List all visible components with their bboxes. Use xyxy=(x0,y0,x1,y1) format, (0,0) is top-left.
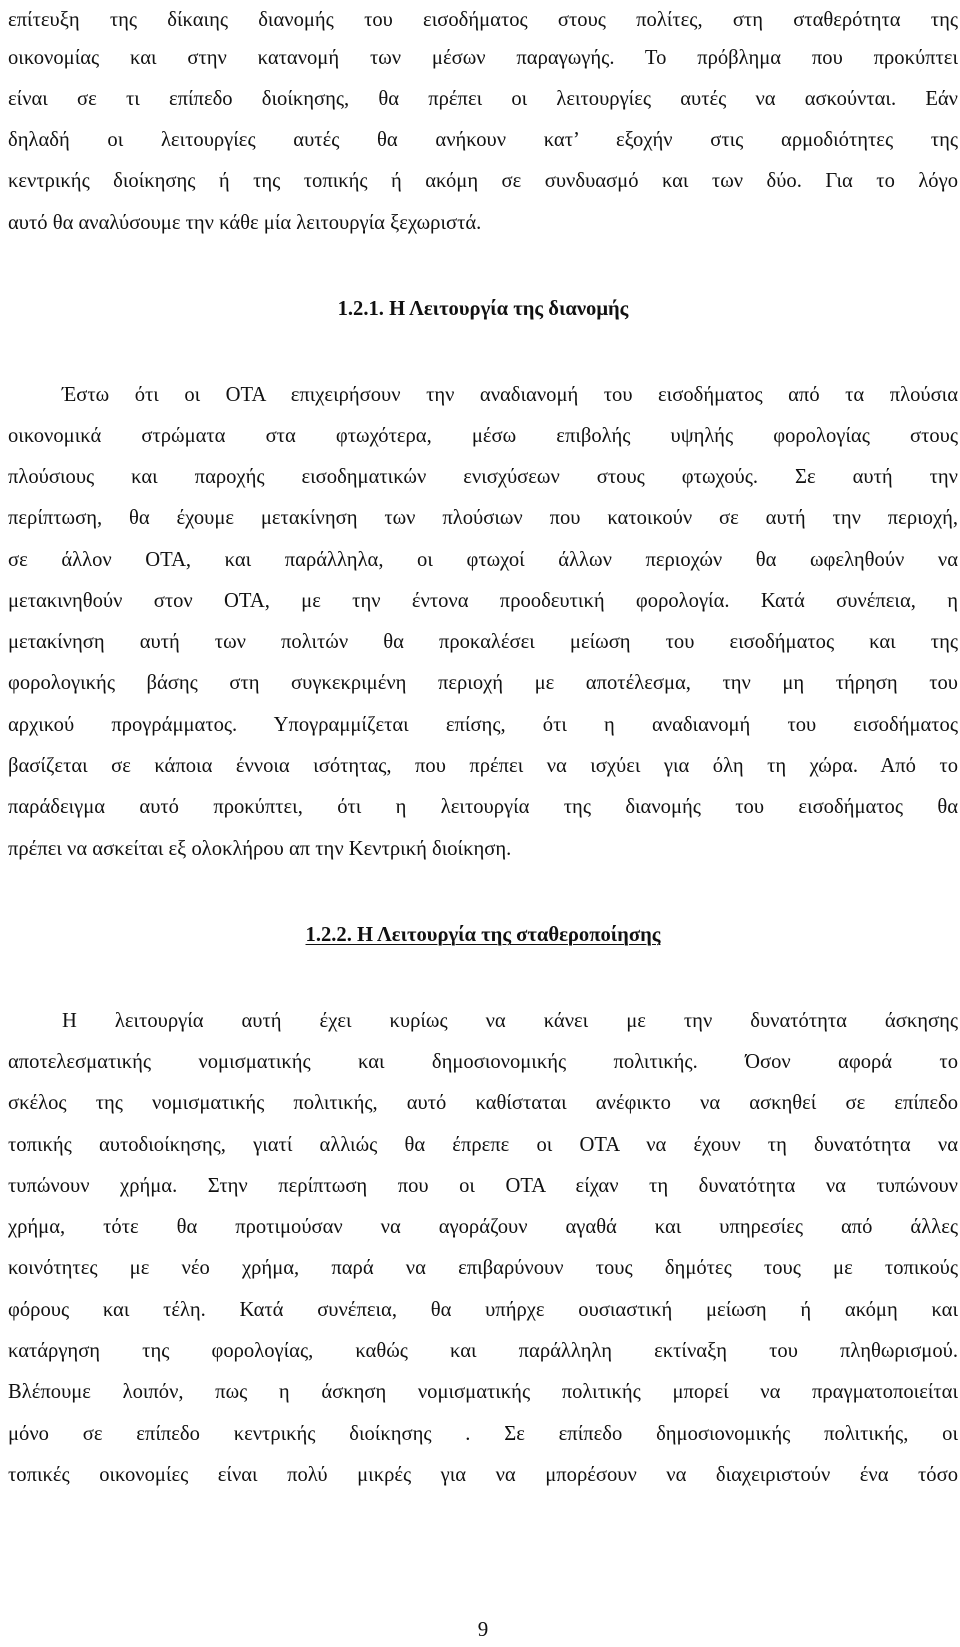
section-1-2-2-line: τοπικής αυτοδιοίκησης, γιατί αλλιώς θα έπρεπε οι ΟΤΑ να έχουν τη δυνατότητα να xyxy=(8,1134,958,1156)
intro-line: κεντρικής διοίκησης ή της τοπικής ή ακόμη σε συνδυασμό και των δύο. Για το λόγο xyxy=(8,170,958,192)
section-1-2-1-line: βασίζεται σε κάποια έννοια ισότητας, που πρέπει να ισχύει για όλη τη χώρα. Από το xyxy=(8,755,958,777)
section-1-2-2-line: τυπώνουν χρήμα. Στην περίπτωση που οι ΟΤΑ είχαν τη δυνατότητα να τυπώνουν xyxy=(8,1175,958,1197)
intro-line: αυτό θα αναλύσουμε την κάθε μία λειτουργία ξεχωριστά. xyxy=(8,212,482,234)
section-1-2-2-line: Βλέπουμε λοιπόν, πως η άσκηση νομισματικής πολιτικής μπορεί να πραγματοποιείται xyxy=(8,1381,958,1403)
section-1-2-2-line: τοπικές οικονομίες είναι πολύ μικρές για να μπορέσουν να διαχειριστούν ένα τόσο xyxy=(8,1464,958,1486)
section-1-2-2-line: αποτελεσματικής νομισματικής και δημοσιονομικής πολιτικής. Όσον αφορά το xyxy=(8,1051,958,1073)
section-heading-1-2-1: 1.2.1. Η Λειτουργία της διανομής xyxy=(337,298,629,320)
section-1-2-2-line: σκέλος της νομισματικής πολιτικής, αυτό καθίσταται ανέφικτο να ασκηθεί σε επίπεδο xyxy=(8,1092,958,1114)
section-1-2-1-line: Έστω ότι οι ΟΤΑ επιχειρήσουν την αναδιανομή του εισοδήματος από τα πλούσια xyxy=(62,384,958,406)
intro-line: επίτευξη της δίκαιης διανομής του εισοδήματος στους πολίτες, στη σταθερότητα της xyxy=(8,9,958,31)
section-1-2-2-line: μόνο σε επίπεδο κεντρικής διοίκησης . Σε επίπεδο δημοσιονομικής πολιτικής, οι xyxy=(8,1423,958,1445)
section-1-2-1-line: σε άλλον ΟΤΑ, και παράλληλα, οι φτωχοί άλλων περιοχών θα ωφεληθούν να xyxy=(8,549,958,571)
section-1-2-1-line: οικονομικά στρώματα στα φτωχότερα, μέσω επιβολής υψηλής φορολογίας στους xyxy=(8,425,958,447)
section-1-2-2-line: Η λειτουργία αυτή έχει κυρίως να κάνει με την δυνατότητα άσκησης xyxy=(62,1010,958,1032)
page-number: 9 xyxy=(477,1617,489,1641)
section-1-2-1-line: περίπτωση, θα έχουμε μετακίνηση των πλούσιων που κατοικούν σε αυτή την περιοχή, xyxy=(8,507,958,529)
section-heading-1-2-2: 1.2.2. Η Λειτουργία της σταθεροποίησης xyxy=(305,924,661,946)
section-1-2-1-line: πρέπει να ασκείται εξ ολοκλήρου απ την Κεντρική διοίκηση. xyxy=(8,838,512,860)
section-1-2-2-line: χρήμα, τότε θα προτιμούσαν να αγοράζουν αγαθά και υπηρεσίες από άλλες xyxy=(8,1216,958,1238)
section-1-2-2-line: φόρους και τέλη. Κατά συνέπεια, θα υπήρχε ουσιαστική μείωση ή ακόμη και xyxy=(8,1299,958,1321)
section-1-2-1-line: μετακινηθούν στον ΟΤΑ, με την έντονα προοδευτική φορολογία. Κατά συνέπεια, η xyxy=(8,590,958,612)
intro-line: δηλαδή οι λειτουργίες αυτές θα ανήκουν κατ’ εξοχήν στις αρμοδιότητες της xyxy=(8,129,958,151)
section-1-2-2-line: κατάργηση της φορολογίας, καθώς και παράλληλη εκτίναξη του πληθωρισμού. xyxy=(8,1340,958,1362)
section-1-2-1-line: παράδειγμα αυτό προκύπτει, ότι η λειτουργία της διανομής του εισοδήματος θα xyxy=(8,796,958,818)
section-1-2-2-line: κοινότητες με νέο χρήμα, παρά να επιβαρύνουν τους δημότες τους με τοπικούς xyxy=(8,1257,958,1279)
document-page xyxy=(8,0,958,1647)
intro-line: οικονομίας και στην κατανομή των μέσων παραγωγής. Το πρόβλημα που προκύπτει xyxy=(8,47,958,69)
section-1-2-1-line: μετακίνηση αυτή των πολιτών θα προκαλέσει μείωση του εισοδήματος και της xyxy=(8,631,958,653)
section-1-2-1-line: φορολογικής βάσης στη συγκεκριμένη περιοχή με αποτέλεσμα, την μη τήρηση του xyxy=(8,672,958,694)
section-1-2-1-line: πλούσιους και παροχής εισοδηματικών ενισχύσεων στους φτωχούς. Σε αυτή την xyxy=(8,466,958,488)
intro-line: είναι σε τι επίπεδο διοίκησης, θα πρέπει οι λειτουργίες αυτές να ασκούνται. Εάν xyxy=(8,88,958,110)
section-1-2-1-line: αρχικού προγράμματος. Υπογραμμίζεται επίσης, ότι η αναδιανομή του εισοδήματος xyxy=(8,714,958,736)
